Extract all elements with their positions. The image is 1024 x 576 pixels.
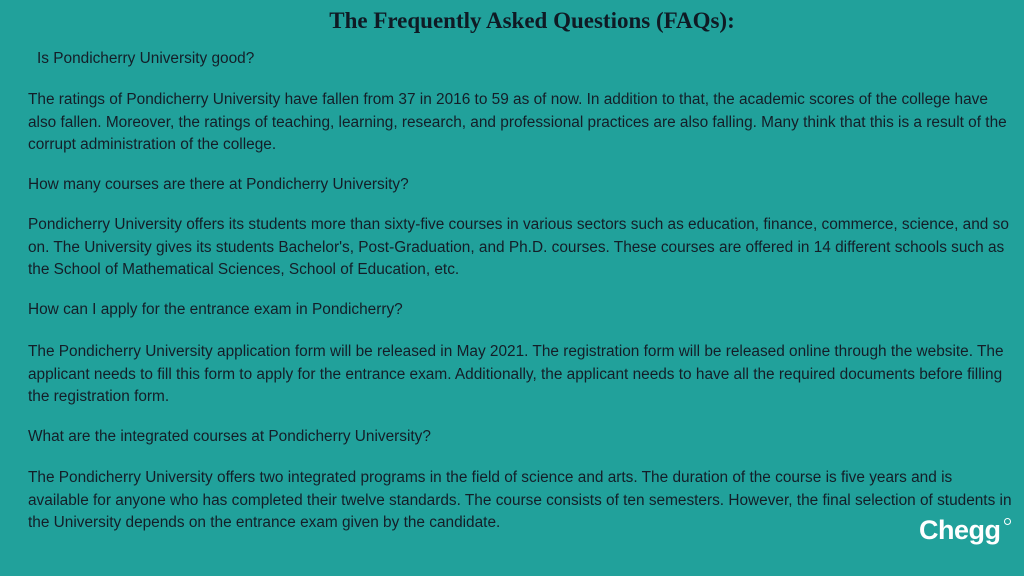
faq-question-4: What are the integrated courses at Pondicherry University? [28, 428, 431, 445]
registered-mark-icon [1004, 518, 1011, 525]
page-title: The Frequently Asked Questions (FAQs): [329, 8, 735, 33]
chegg-logo: Chegg [919, 515, 1001, 545]
faq-question-3: How can I apply for the entrance exam in Pondicherry? [28, 301, 403, 318]
faq-answer-3: The Pondicherry University application form will be released in May 2021. The registration form will be released online through the website. The applicant needs to fill this form to apply for the entrance exam. Additionally, the applicant needs to have all the required documents before filling the registration form. [28, 343, 1004, 405]
faq-answer-4: The Pondicherry University offers two integrated programs in the field of science and arts. The duration of the course is five years and is available for anyone who has completed their twelve standards. The course consists of ten semesters. However, the final selection of students in the University depends on the entrance exam given by the candidate. [28, 469, 1012, 531]
faq-question-2: How many courses are there at Pondicherry University? [28, 176, 409, 193]
faq-question-1: Is Pondicherry University good? [37, 50, 255, 67]
faq-answer-1: The ratings of Pondicherry University have fallen from 37 in 2016 to 59 as of now. In addition to that, the academic scores of the college have also fallen. Moreover, the ratings of teaching, learning, research, and professional practices are also falling. Many think that this is a result of the corrupt administration of the college. [28, 91, 1007, 153]
faq-answer-2: Pondicherry University offers its students more than sixty-five courses in various sectors such as education, finance, commerce, science, and so on. The University gives its students Bachelor's, Post-Graduation, and Ph.D. courses. These courses are offered in 14 different schools such as the School of Mathematical Sciences, School of Education, etc. [28, 216, 1009, 278]
